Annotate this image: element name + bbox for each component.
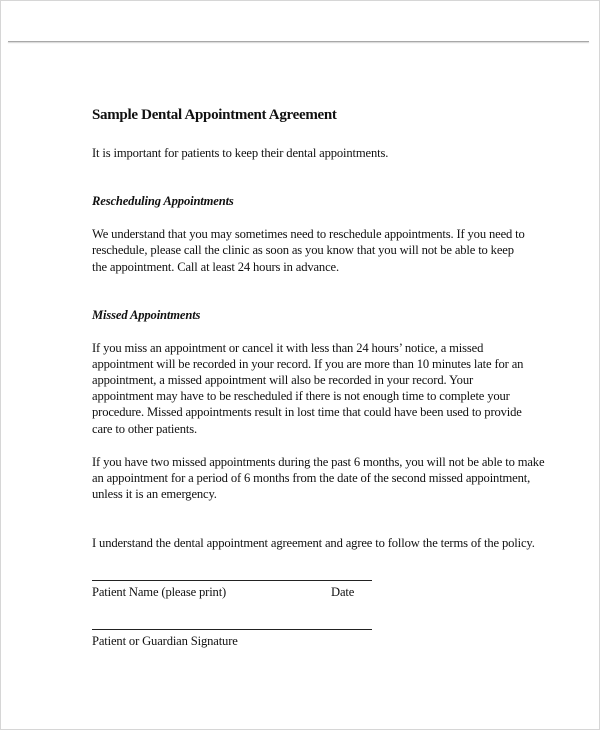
paragraph-line: If you have two missed appointments during the past 6 months, you will not be able to make: [92, 455, 545, 469]
paragraph-line: the appointment. Call at least 24 hours in advance.: [92, 260, 339, 274]
patient-name-label: Patient Name (please print): [92, 585, 227, 599]
agreement-statement: I understand the dental appointment agreement and agree to follow the terms of the policy.: [92, 536, 535, 550]
paragraph-line: procedure. Missed appointments result in lost time that could have been used to provide: [92, 405, 522, 419]
section-heading-rescheduling: Rescheduling Appointments: [92, 194, 234, 208]
date-label: Date: [331, 585, 355, 599]
paragraph-line: appointment will be recorded in your record. If you are more than 10 minutes late for an: [92, 357, 524, 371]
paragraph-line: appointment, a missed appointment will also be recorded in your record. Your: [92, 373, 474, 387]
section-heading-missed: Missed Appointments: [92, 308, 201, 322]
paragraph-line: reschedule, please call the clinic as soon as you know that you will not be able to keep: [92, 243, 514, 257]
document-title: Sample Dental Appointment Agreement: [92, 107, 337, 123]
signature-label: Patient or Guardian Signature: [92, 634, 238, 648]
paragraph-line: We understand that you may sometimes need to reschedule appointments. If you need to: [92, 227, 525, 241]
signature-line: [92, 629, 372, 630]
paragraph-line: an appointment for a period of 6 months from the date of the second missed appointment,: [92, 471, 531, 485]
header-rule: [8, 41, 589, 42]
paragraph-line: unless it is an emergency.: [92, 487, 217, 501]
paragraph-line: appointment may have to be rescheduled if there is not enough time to complete your: [92, 389, 510, 403]
intro-text: It is important for patients to keep their dental appointments.: [92, 146, 389, 160]
paragraph-line: care to other patients.: [92, 422, 197, 436]
paragraph-line: If you miss an appointment or cancel it with less than 24 hours’ notice, a missed: [92, 341, 484, 355]
patient-name-line: [92, 580, 372, 581]
